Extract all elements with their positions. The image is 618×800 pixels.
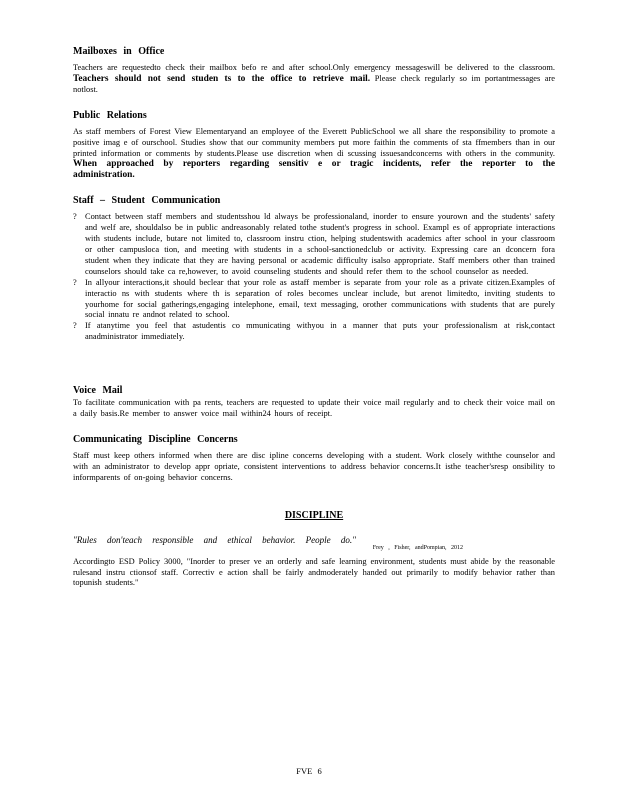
list-item — [73, 321, 555, 343]
section-body-discipline: Accordingto ESD Policy 3000, "Inorder to preser ve an orderly and safe learning environment, students must abide by the reasonable rulesand instru ctionsof staff. Correctiv e action shall be fairly andmoderately handed out primarily to modify behavior rather than topunish students." — [73, 556, 555, 588]
section-title-public-relations: Public Relations — [73, 109, 147, 121]
public-relations-text: As staff members of Forest View Elementaryand an employee of the Everett PublicSchool we all share the responsibility to promote a positive imag e of ourschool. Studies show that our community members put more faithin the comments of sta ffmembers than in our printed information or comments by students.Please use discretion when di scussing issuesandconcerns with others in the community. — [73, 126, 555, 158]
bullet-text: Contact between staff members and studentsshou ld always be professionaland, inorder to ensure yourown and the students' safety and welf are, shouldalso be in public andreasonably related tothe student's progress in school. Exampl es of appropriate interactions with students include, butare not limited to, classroom instru ction, helping studentswith academics after school in your classroom or other campusloca tion, and meeting with students in a school-sanctionedclub or activity. Expressing care an dconcern fora student when they indicate that they are having personal or academic difficulty isalso appropriate. Staff members other than trained counselors should take ca re,however, to avoid counseling students and should refer them to the school counselor as needed. — [85, 212, 555, 276]
bullet-list — [73, 212, 555, 343]
mailboxes-text: Teachers are requestedto check their mailbox befo re and after school.Only emergency messageswill be delivered to the classroom. — [73, 63, 555, 72]
discipline-citation: Frey , Fisher, andPompian, 2012 — [372, 544, 463, 551]
section-title-discipline: DISCIPLINE — [284, 509, 344, 521]
page-footer: FVE 6 — [296, 766, 322, 776]
section-public-relations — [73, 110, 555, 182]
list-item — [73, 212, 555, 277]
section-discipline-concerns — [73, 434, 555, 484]
section-title-discipline-concerns: Communicating Discipline Concerns — [73, 433, 238, 445]
section-body-mailboxes — [73, 63, 555, 96]
section-discipline — [73, 510, 555, 590]
mailboxes-end-text: Please check regularly so im portantmessages are notlost. — [73, 73, 556, 94]
discipline-quote: "Rules don'teach responsible and ethical behavior. People do." — [73, 534, 356, 545]
bullet-marker-icon: ? — [73, 212, 77, 222]
bullet-text: In allyour interactions,it should beclear that your role as astaff member is separate from your role as a private citizen.Examples of interactio ns with students where th is separation of roles becomes unclear include, but arenot limitedto, inviting students to yourhome for social gatherings,engaging intelephone, email, text messaging, orother communications with students that are purely social innatu re andnot related to school. — [85, 277, 555, 320]
section-title-mailboxes: Mailboxes in Office — [73, 46, 165, 57]
section-staff-student — [73, 195, 555, 343]
section-body-voice-mail: To facilitate communication with pa rents, teachers are requested to update their voice mail regularly and to check their voice mail on a daily basis.Re member to answer voice mail within24 hours of receipt. — [73, 398, 555, 419]
public-relations-bold-text: When approached by reporters regarding sensitiv e or tragic incidents, refer the reporter to the administration. — [73, 159, 555, 181]
section-title-staff-student: Staff – Student Communication — [73, 195, 221, 207]
bullet-marker-icon: ? — [73, 321, 77, 331]
bullet-text: If atanytime you feel that astudentis co mmunicating withyou in a manner that puts your professionalism at risk,contact anadministrator immediately. — [85, 321, 555, 342]
section-body-discipline-concerns: Staff must keep others informed when there are disc ipline concerns developing with a student. Work closely withthe counselor and with an administrator to develop appr opriate, consistent interventions to address behavior concerns.It isthe teacher'sresp onsibility to informparents of on-going behavior concerns. — [73, 450, 555, 482]
list-item — [73, 278, 555, 322]
section-title-voice-mail: Voice Mail — [73, 385, 123, 397]
section-mailboxes — [73, 46, 555, 96]
section-body-public-relations — [73, 127, 555, 182]
section-voice-mail — [73, 385, 555, 420]
page-content — [73, 46, 555, 603]
mailboxes-bold-text: Teachers should not send studen ts to the office to retrieve mail. — [73, 73, 371, 84]
bullet-marker-icon: ? — [73, 277, 77, 287]
